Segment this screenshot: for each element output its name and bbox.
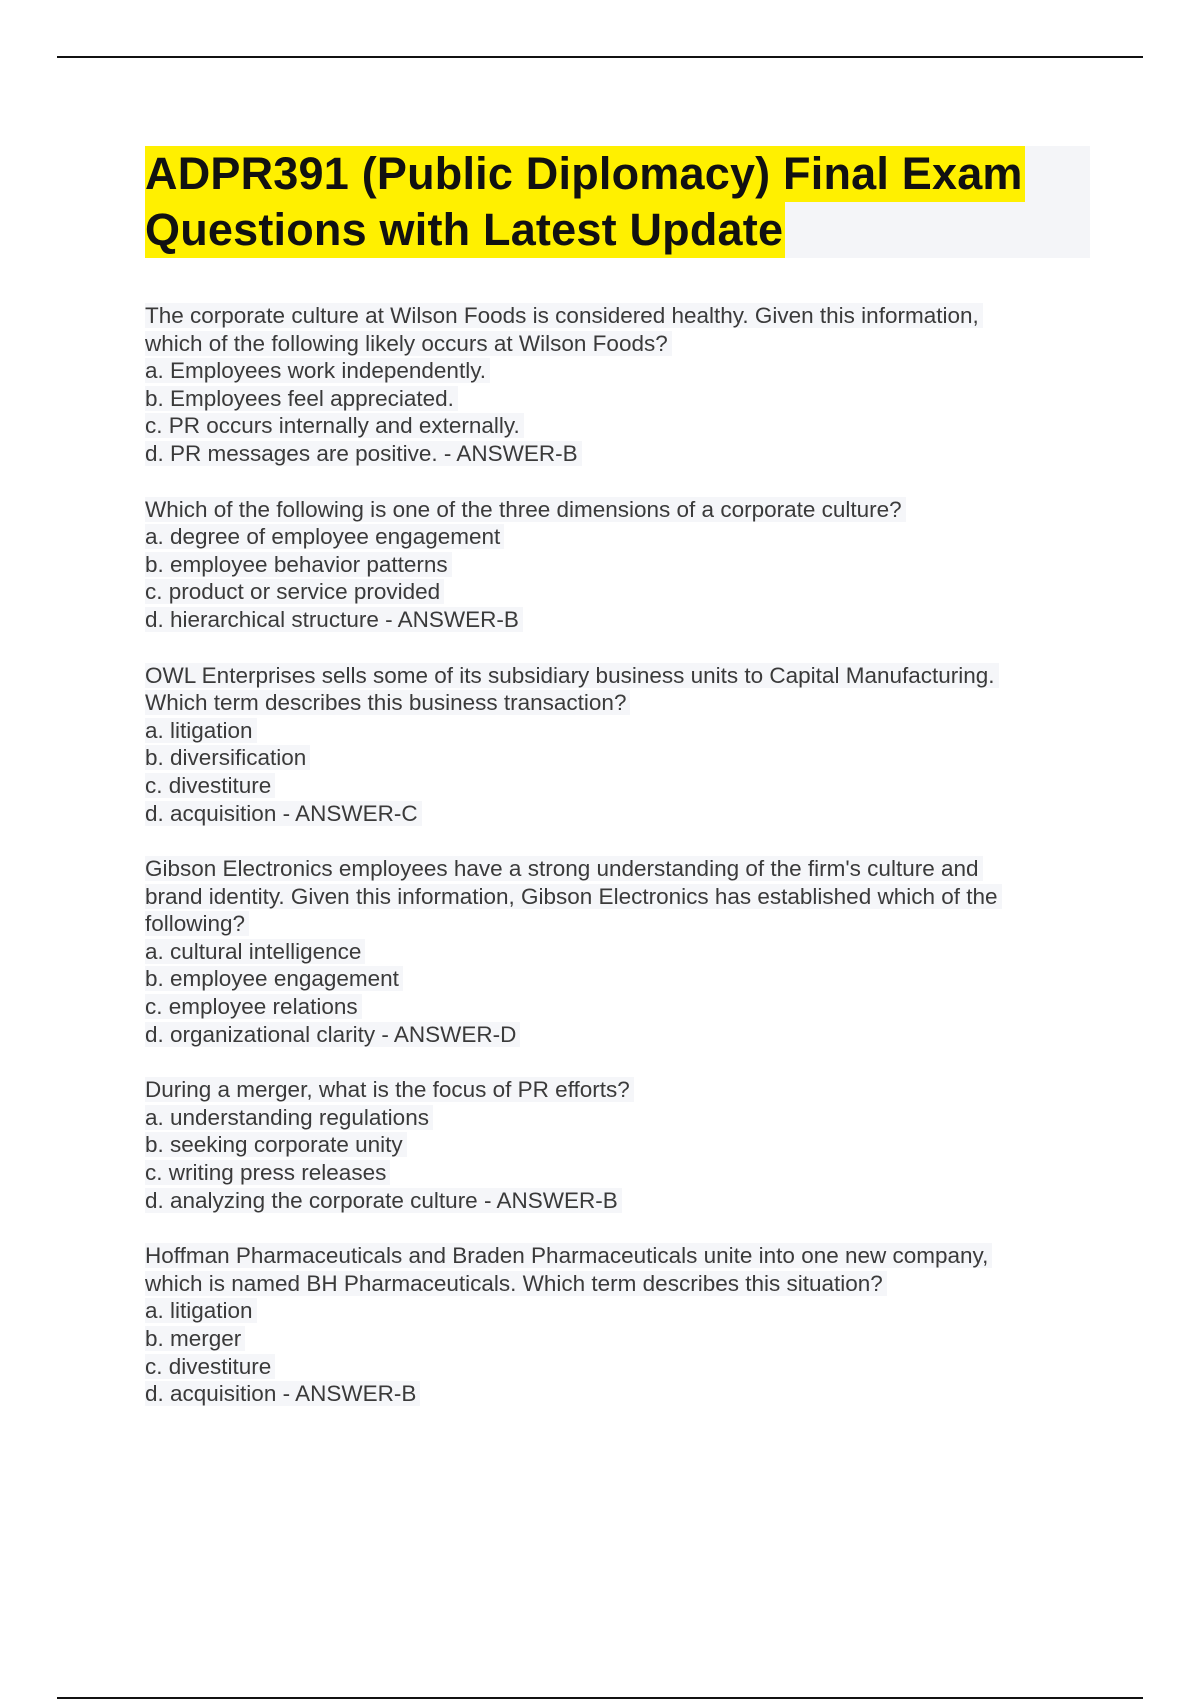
question-stem-line: Hoffman Pharmaceuticals and Braden Pharmaceuticals unite into one new company, (145, 1243, 992, 1268)
question-stem-line: Which of the following is one of the three dimensions of a corporate culture? (145, 497, 906, 522)
answer-option: c. employee relations (145, 994, 362, 1019)
answer-option: c. PR occurs internally and externally. (145, 413, 524, 438)
answer-option: a. cultural intelligence (145, 939, 365, 964)
question-stem (145, 855, 1090, 883)
answer-option: a. understanding regulations (145, 1105, 433, 1130)
answer-option: d. acquisition - ANSWER-C (145, 801, 422, 826)
bottom-rule (57, 1697, 1143, 1699)
answer-option-line (145, 412, 1090, 440)
question-stem-line: brand identity. Given this information, Gibson Electronics has established which of the (145, 884, 1002, 909)
answer-option-line (145, 1104, 1090, 1132)
question-block (145, 1076, 1090, 1214)
answer-option: b. seeking corporate unity (145, 1132, 407, 1157)
answer-option-line (145, 1187, 1090, 1215)
question-block (145, 662, 1090, 828)
answer-option: a. litigation (145, 718, 257, 743)
answer-option-line (145, 965, 1090, 993)
answer-option: d. hierarchical structure - ANSWER-B (145, 607, 523, 632)
question-stem-line: which is named BH Pharmaceuticals. Which term describes this situation? (145, 1271, 887, 1296)
question-stem (145, 662, 1090, 690)
answer-option-line (145, 357, 1090, 385)
answer-option-line (145, 744, 1090, 772)
document-body (145, 146, 1090, 1436)
answer-option-line (145, 1021, 1090, 1049)
answer-option: a. degree of employee engagement (145, 524, 504, 549)
answer-option: b. diversification (145, 745, 310, 770)
answer-option-line (145, 551, 1090, 579)
question-block (145, 1242, 1090, 1408)
answer-option: c. divestiture (145, 773, 275, 798)
answer-option-line (145, 523, 1090, 551)
answer-option-line (145, 1131, 1090, 1159)
answer-option-line (145, 1353, 1090, 1381)
answer-option-line (145, 385, 1090, 413)
answer-option: b. merger (145, 1326, 245, 1351)
answer-option: c. writing press releases (145, 1160, 390, 1185)
question-stem (145, 330, 1090, 358)
question-list (145, 302, 1090, 1408)
answer-option: a. litigation (145, 1298, 257, 1323)
question-stem-line: which of the following likely occurs at Wilson Foods? (145, 331, 672, 356)
question-block (145, 496, 1090, 634)
answer-option-line (145, 938, 1090, 966)
answer-option: d. analyzing the corporate culture - ANSWER-B (145, 1188, 622, 1213)
question-block (145, 855, 1090, 1048)
answer-option: d. organizational clarity - ANSWER-D (145, 1022, 520, 1047)
top-rule (57, 56, 1143, 58)
answer-option: c. product or service provided (145, 579, 444, 604)
answer-option: d. acquisition - ANSWER-B (145, 1381, 420, 1406)
question-stem (145, 883, 1090, 911)
answer-option-line (145, 1325, 1090, 1353)
answer-option-line (145, 1380, 1090, 1408)
answer-option-line (145, 1297, 1090, 1325)
title-line-1: ADPR391 (Public Diplomacy) Final Exam (145, 146, 1025, 202)
answer-option-line (145, 772, 1090, 800)
answer-option-line (145, 993, 1090, 1021)
answer-option: c. divestiture (145, 1354, 275, 1379)
answer-option-line (145, 800, 1090, 828)
answer-option-line (145, 717, 1090, 745)
title-line-2: Questions with Latest Update (145, 202, 785, 258)
question-stem-line: Gibson Electronics employees have a strong understanding of the firm's culture and (145, 856, 983, 881)
question-stem (145, 1270, 1090, 1298)
question-stem (145, 910, 1090, 938)
question-stem (145, 689, 1090, 717)
answer-option: a. Employees work independently. (145, 358, 490, 383)
answer-option-line (145, 1159, 1090, 1187)
answer-option: b. employee behavior patterns (145, 552, 452, 577)
question-block (145, 302, 1090, 468)
answer-option-line (145, 606, 1090, 634)
question-stem (145, 1242, 1090, 1270)
question-stem (145, 302, 1090, 330)
question-stem (145, 496, 1090, 524)
question-stem-line: OWL Enterprises sells some of its subsidiary business units to Capital Manufacturing. (145, 663, 999, 688)
answer-option: b. Employees feel appreciated. (145, 386, 458, 411)
answer-option-line (145, 440, 1090, 468)
answer-option: b. employee engagement (145, 966, 403, 991)
question-stem-line: Which term describes this business transaction? (145, 690, 630, 715)
document-title (145, 146, 1090, 258)
question-stem-line: The corporate culture at Wilson Foods is considered healthy. Given this information, (145, 303, 983, 328)
question-stem-line: following? (145, 911, 249, 936)
question-stem (145, 1076, 1090, 1104)
answer-option-line (145, 578, 1090, 606)
answer-option: d. PR messages are positive. - ANSWER-B (145, 441, 582, 466)
question-stem-line: During a merger, what is the focus of PR efforts? (145, 1077, 634, 1102)
